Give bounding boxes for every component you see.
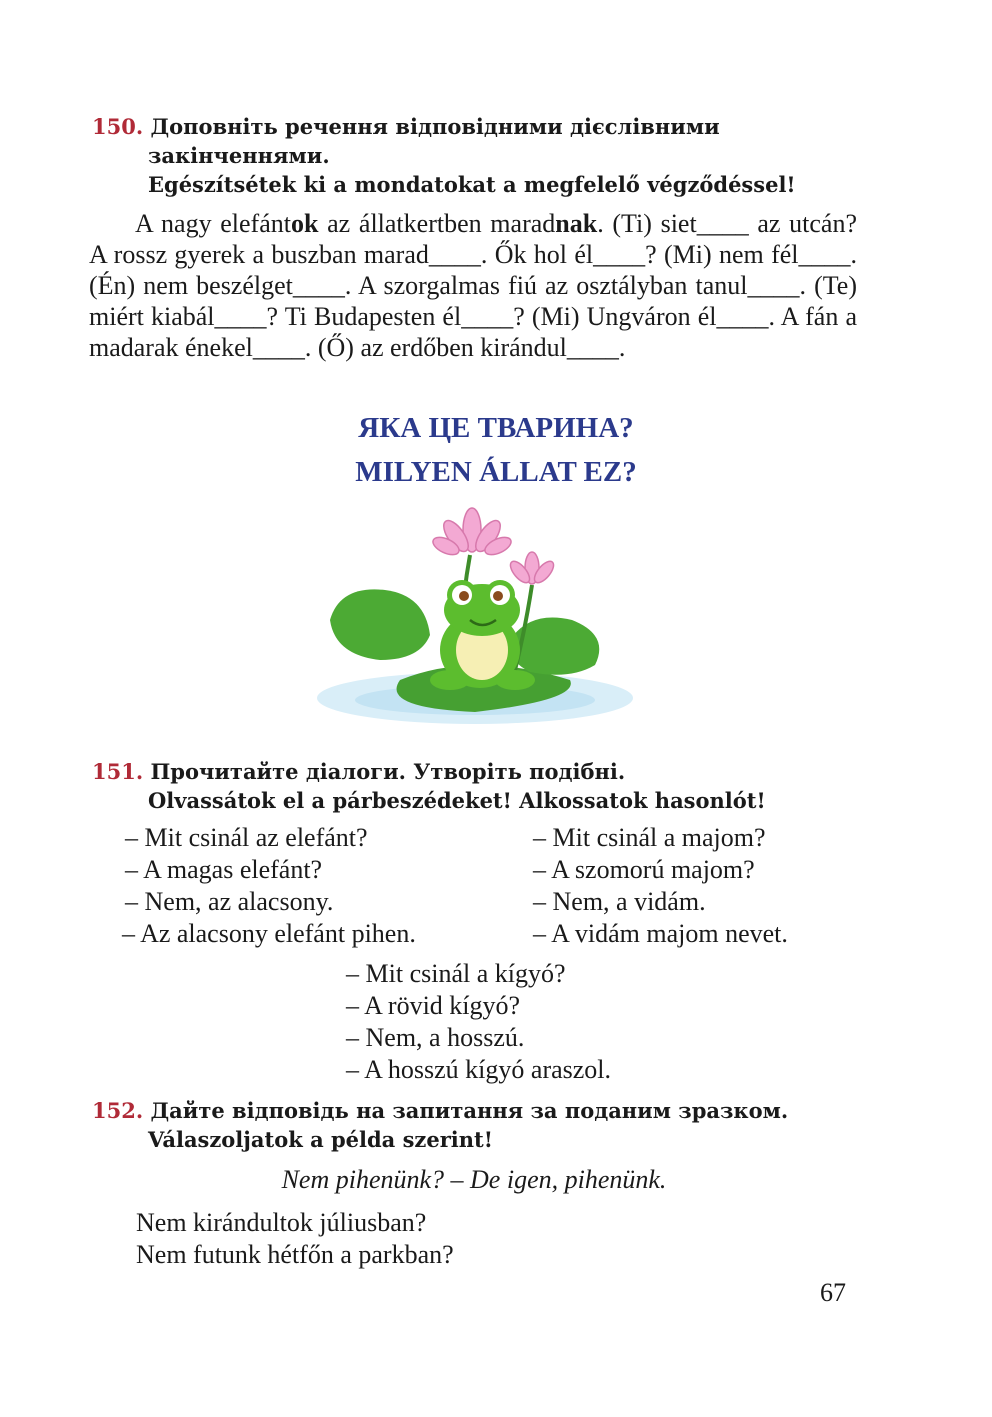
dialog-line: – A rövid kígyó? (346, 991, 521, 1020)
dialog-line: – Mit csinál a kígyó? (346, 959, 566, 988)
question-item: Nem futunk hétfőn a parkban? (136, 1240, 454, 1269)
dialog-line: – Mit csinál a majom? (533, 823, 766, 852)
frog-illustration (310, 500, 640, 732)
dialog-line: – A hosszú kígyó araszol. (346, 1055, 612, 1084)
instruction-hun: Olvassátok el a párbeszédeket! Alkossatok hasonlót! (148, 788, 766, 813)
section-title-hun: MILYEN ÁLLAT EZ? (355, 456, 637, 488)
section-title-ukr: ЯКА ЦЕ ТВАРИНА? (358, 412, 634, 444)
instruction-hun: Egészítsétek ki a mondatokat a megfelelő végződéssel! (148, 172, 796, 197)
dialog-line: – Az alacsony elefánt pihen. (122, 919, 416, 948)
instruction-ukr: Прочитайте діалоги. Утворіть подібні. (150, 759, 626, 784)
question-list (136, 1207, 454, 1271)
exercise-number: 150. (92, 114, 144, 139)
exercise-151-instruction (92, 757, 892, 815)
exercise-number: 152. (92, 1098, 144, 1123)
dialog-line: – Nem, a vidám. (533, 887, 706, 916)
dialog-line: – A szomorú majom? (533, 855, 755, 884)
dialog-majom (533, 822, 788, 950)
instruction-ukr: Доповніть речення відповідними дієслівними (150, 114, 720, 139)
dialog-kigyo (346, 958, 611, 1086)
instruction-ukr-cont: закінченнями. (148, 143, 330, 168)
example-sentence: Nem pihenünk? – De igen, pihenünk. (281, 1165, 667, 1194)
dialog-line: – A vidám majom nevet. (533, 919, 788, 948)
exercise-150-text: A nagy elefántok az állatkertben maradnak. (Ti) siet____ az utcán? A rossz gyerek a buszban marad____. Ők hol él____? (Mi) nem fél____. (Én) nem beszélget____. A szorgalmas fiú az osztályban tanul____. (Te) miért kiabál____? Ti Budapesten él____? (Mi) Ungváron él____. A fán a madarak énekel____. (Ő) az erdőben kirándul____. (89, 209, 857, 362)
dialog-line: – A magas elefánt? (125, 855, 323, 884)
question-item: Nem kirándultok júliusban? (136, 1208, 427, 1237)
exercise-number: 151. (92, 759, 144, 784)
instruction-ukr: Дайте відповідь на запитання за поданим зразком. (150, 1098, 789, 1123)
dialog-line: – Nem, a hosszú. (346, 1023, 525, 1052)
page-number: 67 (820, 1278, 846, 1307)
dialog-line: – Mit csinál az elefánt? (125, 823, 368, 852)
dialog-line: – Nem, az alacsony. (125, 887, 334, 916)
instruction-hun: Válaszoljatok a példa szerint! (148, 1127, 493, 1152)
dialog-elefant (122, 822, 416, 950)
exercise-152-instruction (92, 1096, 892, 1154)
exercise-150-instruction (92, 112, 892, 199)
